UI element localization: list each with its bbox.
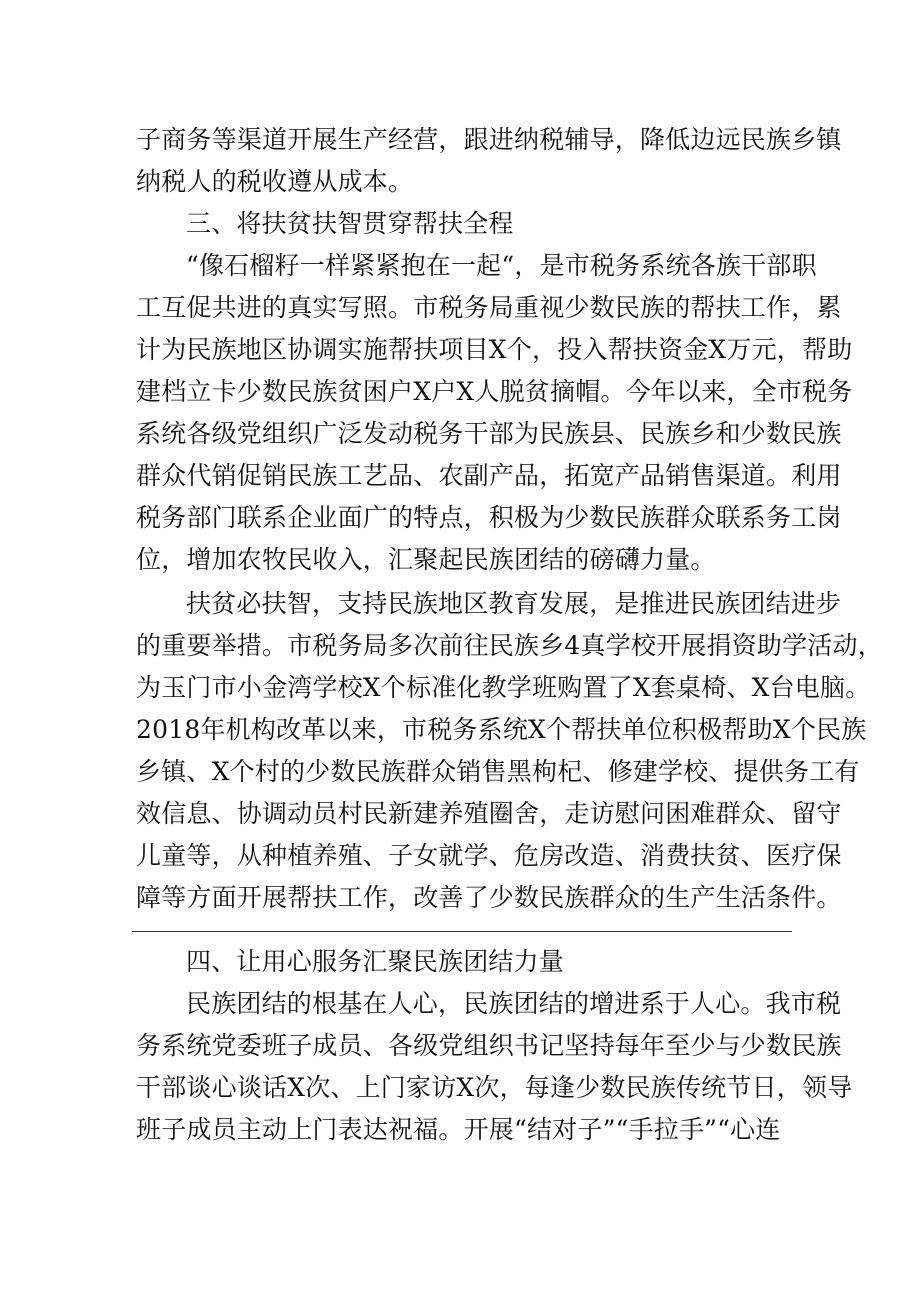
text-line: 乡镇、X个村的少数民族群众销售黑枸杞、修建学校、提供务工有 bbox=[136, 757, 860, 786]
text-line: 群众代销促销民族工艺品、农副产品，拓宽产品销售渠道。利用 bbox=[136, 461, 842, 490]
text-line: 纳税人的税收遵从成本。 bbox=[136, 167, 414, 196]
text-line: 工互促共进的真实写照。市税务局重视少数民族的帮扶工作，累 bbox=[136, 293, 842, 322]
text-line: 税务部门联系企业面广的特点，积极为少数民族群众联系务工岗 bbox=[136, 503, 842, 532]
text-line: 系统各级党组织广泛发动税务干部为民族县、民族乡和少数民族 bbox=[136, 419, 842, 448]
text-line: 建档立卡少数民族贫困户X户X人脱贫摘帽。今年以来，全市税务 bbox=[136, 377, 853, 406]
text-line: 班子成员主动上门表达祝福。开展“结对子”“手拉手”“心连 bbox=[136, 1115, 781, 1144]
text-line: 民族团结的根基在人心，民族团结的增进系于人心。我市税 bbox=[186, 989, 842, 1018]
text-line: 2018年机构改革以来，市税务系统X个帮扶单位积极帮助X个民族 bbox=[136, 715, 867, 744]
text-line: 位，增加农牧民收入，汇聚起民族团结的磅礴力量。 bbox=[136, 545, 716, 574]
text-line: 务系统党委班子成员、各级党组织书记坚持每年至少与少数民族 bbox=[136, 1031, 842, 1060]
text-line: “像石榴籽一样紧紧抱在一起“，是市税务系统各族干部职 bbox=[186, 251, 817, 280]
text-line: 为玉门市小金湾学校X个标准化教学班购置了X套桌椅、X台电脑。 bbox=[136, 673, 871, 702]
page-divider bbox=[132, 931, 792, 932]
text-line: 的重要举措。市税务局多次前往民族乡4真学校开展捐资助学活动， bbox=[136, 631, 883, 660]
text-line: 障等方面开展帮扶工作，改善了少数民族群众的生产生活条件。 bbox=[136, 883, 842, 912]
text-line: 效信息、协调动员村民新建养殖圈舍，走访慰问困难群众、留守 bbox=[136, 799, 842, 828]
section-heading: 三、将扶贫扶智贯穿帮扶全程 bbox=[186, 209, 514, 238]
section-heading: 四、让用心服务汇聚民族团结力量 bbox=[186, 947, 565, 976]
text-line: 子商务等渠道开展生产经营，跟进纳税辅导，降低边远民族乡镇 bbox=[136, 125, 842, 154]
text-line: 儿童等，从种植养殖、子女就学、危房改造、消费扶贫、医疗保 bbox=[136, 841, 842, 870]
text-line: 扶贫必扶智，支持民族地区教育发展，是推进民族团结进步 bbox=[186, 589, 842, 618]
text-line: 计为民族地区协调实施帮扶项目X个，投入帮扶资金X万元，帮助 bbox=[136, 335, 853, 364]
text-line: 干部谈心谈话X次、上门家访X次，每逢少数民族传统节日，领导 bbox=[136, 1073, 853, 1102]
